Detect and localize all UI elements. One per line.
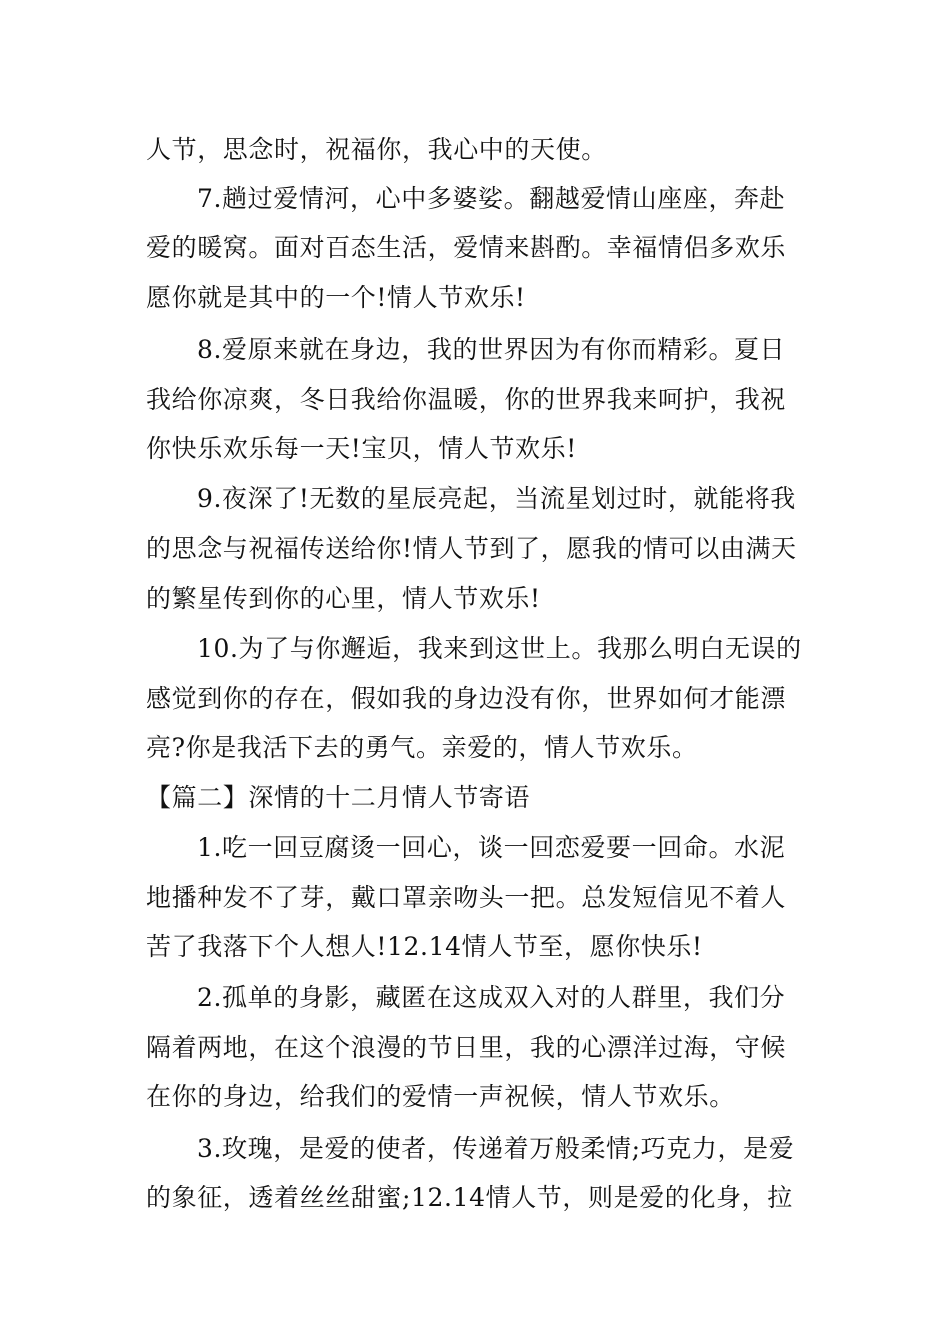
text-line: 我给你凉爽，冬日我给你温暖，你的世界我来呵护，我祝 bbox=[146, 385, 787, 414]
text-line: 地播种发不了芽，戴口罩亲吻头一把。总发短信见不着人 bbox=[146, 883, 787, 912]
text-line: 感觉到你的存在，假如我的身边没有你，世界如何才能漂 bbox=[146, 684, 787, 713]
text-line: 你快乐欢乐每一天!宝贝，情人节欢乐! bbox=[146, 434, 577, 463]
list-item-10: 10.为了与你邂逅，我来到这世上。我那么明白无误的 bbox=[197, 634, 802, 663]
list-item-8: 8.爱原来就在身边，我的世界因为有你而精彩。夏日 bbox=[197, 335, 786, 364]
text-line: 愿你就是其中的一个!情人节欢乐! bbox=[146, 283, 526, 312]
text-line: 的思念与祝福传送给你!情人节到了，愿我的情可以由满天 bbox=[146, 534, 797, 563]
list-item-7: 7.趟过爱情河，心中多婆娑。翻越爱情山座座，奔赴 bbox=[197, 184, 786, 213]
text-line: 的繁星传到你的心里，情人节欢乐! bbox=[146, 584, 541, 613]
list-item-2: 2.孤单的身影，藏匿在这成双入对的人群里，我们分 bbox=[197, 983, 786, 1012]
text-line: 隔着两地，在这个浪漫的节日里，我的心漂洋过海，守候 bbox=[146, 1033, 787, 1062]
text-line: 在你的身边，给我们的爱情一声祝候，情人节欢乐。 bbox=[146, 1082, 735, 1111]
list-item-9: 9.夜深了!无数的星辰亮起，当流星划过时，就能将我 bbox=[197, 484, 796, 513]
text-line: 爱的暖窝。面对百态生活，爱情来斟酌。幸福情侣多欢乐 bbox=[146, 233, 787, 262]
text-line: 苦了我落下个人想人!12.14情人节至，愿你快乐! bbox=[146, 932, 703, 961]
section-heading: 【篇二】深情的十二月情人节寄语 bbox=[146, 783, 531, 812]
text-line: 亮?你是我活下去的勇气。亲爱的，情人节欢乐。 bbox=[146, 733, 698, 762]
list-item-3: 3.玫瑰，是爱的使者，传递着万般柔情;巧克力，是爱 bbox=[197, 1134, 795, 1163]
text-line: 的象征，透着丝丝甜蜜;12.14情人节，则是爱的化身，拉 bbox=[146, 1183, 793, 1212]
list-item-1: 1.吃一回豆腐烫一回心，谈一回恋爱要一回命。水泥 bbox=[197, 833, 786, 862]
text-line: 人节，思念时，祝福你，我心中的天使。 bbox=[146, 135, 607, 164]
